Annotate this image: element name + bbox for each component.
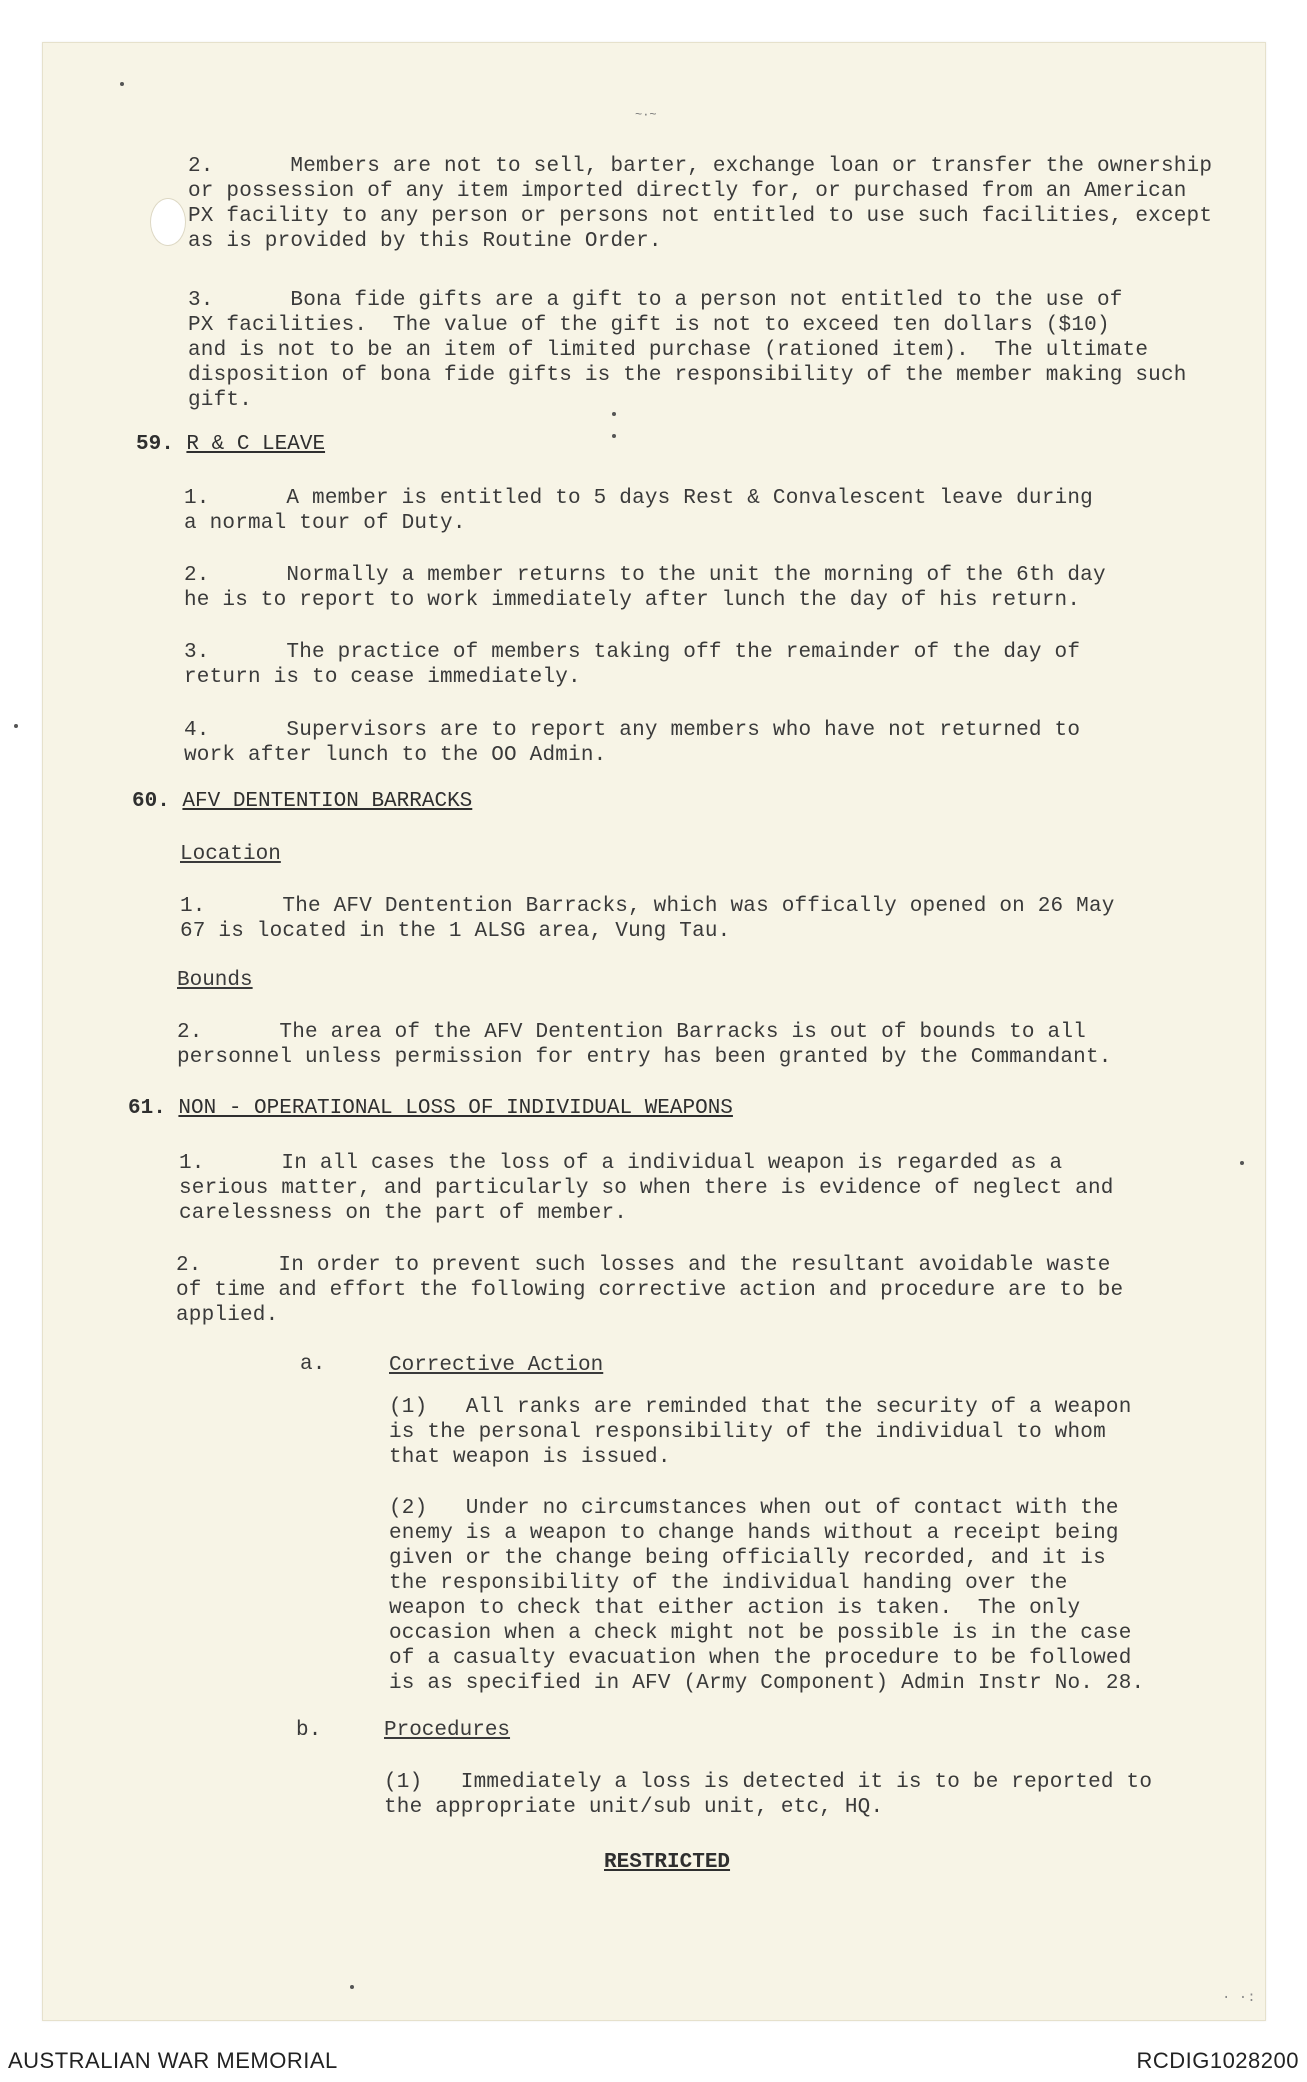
text-line: occasion when a check might not be possible is in the case xyxy=(389,1622,1132,1645)
speck xyxy=(350,1985,354,1989)
text-line: 2. Members are not to sell, barter, exchange loan or transfer the ownership xyxy=(188,155,1213,178)
text-line: (2) Under no circumstances when out of contact with the xyxy=(389,1497,1119,1520)
section-heading-60 xyxy=(132,789,472,814)
text-line: PX facilities. The value of the gift is not to exceed ten dollars ($10) xyxy=(188,314,1110,337)
subsection-label-a: a. xyxy=(300,1353,326,1376)
text-line: a normal tour of Duty. xyxy=(184,512,466,535)
text-line: enemy is a weapon to change hands without a receipt being xyxy=(389,1522,1119,1545)
subsection-label-b: b. xyxy=(296,1719,322,1742)
text-line: of a casualty evacuation when the procedure to be followed xyxy=(389,1647,1132,1670)
punch-hole xyxy=(150,198,186,246)
text-line: he is to report to work immediately after lunch the day of his return. xyxy=(184,589,1081,612)
speck xyxy=(120,82,124,86)
text-line: 2. Normally a member returns to the unit the morning of the 6th day xyxy=(184,564,1106,587)
text-line: and is not to be an item of limited purchase (rationed item). The ultimate xyxy=(188,339,1149,362)
text-line: (1) Immediately a loss is detected it is to be reported to xyxy=(384,1771,1153,1794)
text-line: gift. xyxy=(188,389,253,412)
subheading-location: Location xyxy=(180,843,281,866)
text-line: is as specified in AFV (Army Component) Admin Instr No. 28. xyxy=(389,1672,1145,1695)
text-line: carelessness on the part of member. xyxy=(179,1202,628,1225)
subheading-corrective-action: Corrective Action xyxy=(389,1354,604,1377)
subheading-bounds: Bounds xyxy=(177,969,253,992)
text-line: as is provided by this Routine Order. xyxy=(188,230,662,253)
section-number: 59. xyxy=(136,433,174,456)
text-line: serious matter, and particularly so when there is evidence of neglect and xyxy=(179,1177,1114,1200)
speck xyxy=(612,412,616,416)
text-line: (1) All ranks are reminded that the security of a weapon xyxy=(389,1396,1132,1419)
text-line: the appropriate unit/sub unit, etc, HQ. xyxy=(384,1796,884,1819)
text-line: 2. In order to prevent such losses and the resultant avoidable waste xyxy=(176,1254,1111,1277)
footer-reference: RCDIG1028200 xyxy=(1136,2048,1299,2073)
text-line: work after lunch to the OO Admin. xyxy=(184,744,607,767)
text-line: disposition of bona fide gifts is the responsibility of the member making such xyxy=(188,364,1187,387)
text-line: 3. The practice of members taking off the remainder of the day of xyxy=(184,641,1081,664)
text-line: 1. A member is entitled to 5 days Rest & Convalescent leave during xyxy=(184,487,1093,510)
text-line: return is to cease immediately. xyxy=(184,666,581,689)
section-heading-61 xyxy=(128,1096,733,1121)
text-line: of time and effort the following corrective action and procedure are to be xyxy=(176,1279,1124,1302)
text-line: 67 is located in the 1 ALSG area, Vung Tau. xyxy=(180,920,731,943)
text-line: given or the change being officially recorded, and it is xyxy=(389,1547,1106,1570)
speck xyxy=(612,434,616,438)
text-line: 1. In all cases the loss of a individual weapon is regarded as a xyxy=(179,1152,1063,1175)
text-line: or possession of any item imported directly for, or purchased from an American xyxy=(188,180,1187,203)
corner-smudge: · ·: xyxy=(1222,1990,1256,2006)
text-line: weapon to check that either action is taken. The only xyxy=(389,1597,1081,1620)
text-line: the responsibility of the individual handing over the xyxy=(389,1572,1068,1595)
page-mark: ~·~ xyxy=(635,108,657,122)
section-title: NON - OPERATIONAL LOSS OF INDIVIDUAL WEAPONS xyxy=(178,1097,733,1120)
classification-marking: RESTRICTED xyxy=(604,1851,731,1874)
section-title: R & C LEAVE xyxy=(186,433,326,456)
section-number: 61. xyxy=(128,1097,166,1120)
text-line: that weapon is issued. xyxy=(389,1446,671,1469)
section-heading-59 xyxy=(136,432,325,457)
text-line: applied. xyxy=(176,1304,279,1327)
speck xyxy=(14,724,18,728)
text-line: PX facility to any person or persons not entitled to use such facilities, except xyxy=(188,205,1213,228)
footer-institution: AUSTRALIAN WAR MEMORIAL xyxy=(8,2048,338,2073)
text-line: 4. Supervisors are to report any members who have not returned to xyxy=(184,719,1081,742)
text-line: 3. Bona fide gifts are a gift to a person not entitled to the use of xyxy=(188,289,1123,312)
text-line: personnel unless permission for entry has been granted by the Commandant. xyxy=(177,1046,1112,1069)
subheading-procedures: Procedures xyxy=(384,1719,511,1742)
text-line: is the personal responsibility of the individual to whom xyxy=(389,1421,1106,1444)
speck xyxy=(1240,1161,1244,1165)
section-title: AFV DENTENTION BARRACKS xyxy=(182,790,473,813)
text-line: 2. The area of the AFV Dentention Barracks is out of bounds to all xyxy=(177,1021,1086,1044)
section-number: 60. xyxy=(132,790,170,813)
text-line: 1. The AFV Dentention Barracks, which was offically opened on 26 May xyxy=(180,895,1115,918)
